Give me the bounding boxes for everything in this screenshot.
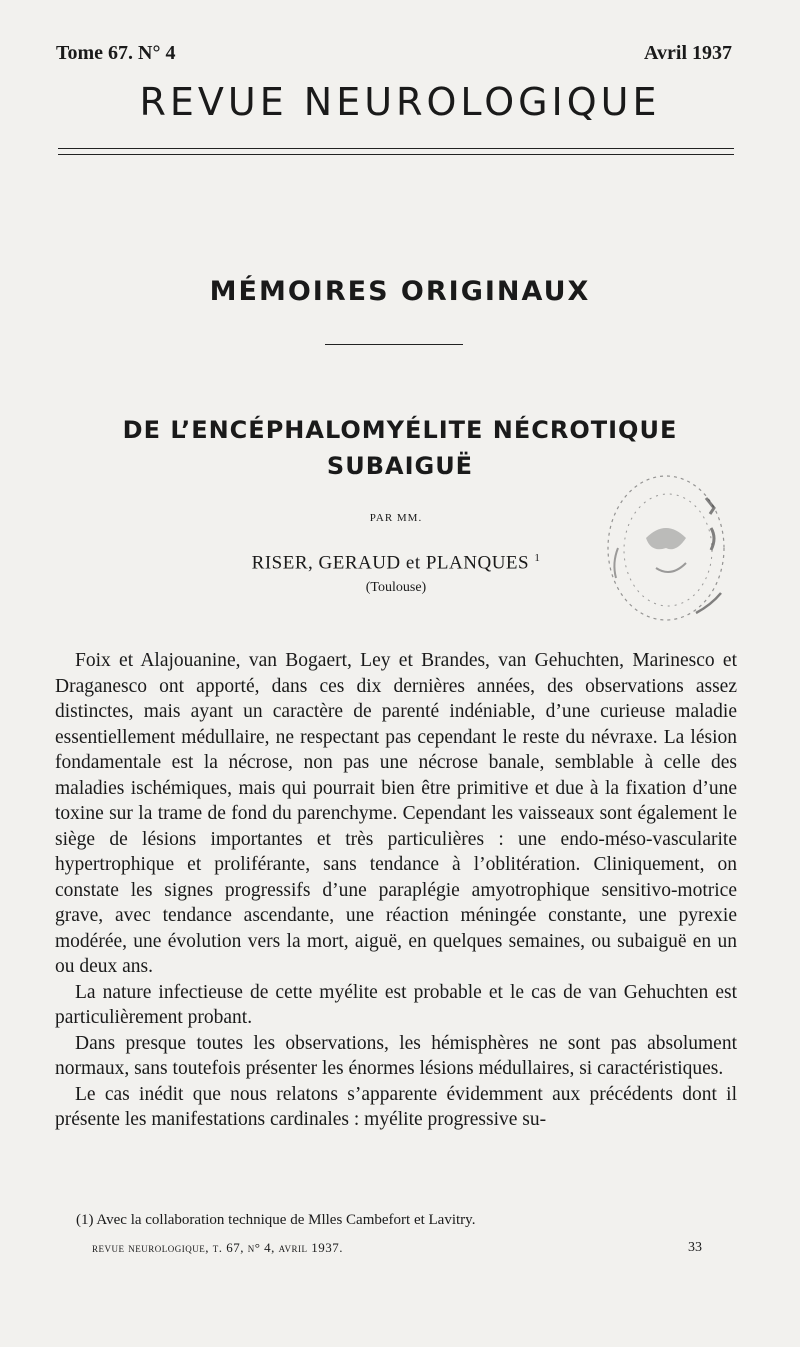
library-stamp [596,468,746,638]
running-footer [92,1240,702,1256]
running-footer-text: revue neurologique, t. 67, n° 4, avril 1937. [92,1240,344,1255]
byline-prefix: PAR MM. [369,512,423,524]
page-header [56,42,732,70]
body-paragraph: Le cas inédit que nous relatons s’apparente évidemment aux précédents dont il présente les manifestations cardinales : myélite progressive su- [55,1083,737,1130]
article-body [55,648,737,1133]
section-title: MÉMOIRES ORIGINAUX [209,276,591,307]
body-paragraph: La nature infectieuse de cette myélite est probable et le cas de van Gehuchten est particulièrement probant. [55,981,737,1028]
volume-number: Tome 67. N° 4 [56,42,176,64]
issue-date: Avril 1937 [644,42,732,64]
section-divider [325,344,463,345]
article-title-line-2: SUBAIGUË [326,452,474,480]
header-rule-bottom [58,154,734,155]
footnote-marker: 1 [534,552,541,564]
journal-title: REVUE NEUROLOGIQUE [139,80,661,124]
footnote: (1) Avec la collaboration technique de Mlles Cambefort et Lavitry. [76,1212,476,1228]
page-number: 33 [688,1240,702,1255]
article-title-line-1: DE L’ENCÉPHALOMYÉLITE NÉCROTIQUE [122,416,678,444]
body-paragraph: Foix et Alajouanine, van Bogaert, Ley et Brandes, van Gehuchten, Marinesco et Draganesco ont apporté, dans ces dix dernières années, des observations assez distinctes, mais ayant un caractère de parenté indéniable, d’une curieuse maladie essentiellement médullaire, ne respectant pas cependant le reste du névraxe. La lésion fondamentale est la nécrose, non pas une nécrose banale, semblable à celle des maladies ischémiques, mais qui pourrait bien être primitive et due à la fixation d’une toxine sur la trame de fond du parenchyme. Cependant les vaisseaux sont également le siège de lésions importantes et très particulières : une endo-méso-vascularite hypertrophique et proliférante, sans tendance à l’oblitération. Cliniquement, on constate les signes progressifs d’une paraplégie amyotrophique sensitivo-motrice grave, avec tendance ascendante, une réaction méningée constante, une pyrexie modérée, une évolution vers la mort, aiguë, en quelques semaines, ou subaiguë en un ou deux ans. [55,650,737,977]
header-rule-top [58,148,734,149]
body-paragraph: Dans presque toutes les observations, les hémisphères ne sont pas absolument normaux, sans toutefois présenter les énormes lésions médullaires, si caractéristiques. [55,1032,737,1079]
author-names: RISER, GERAUD et PLANQUES [251,552,530,574]
affiliation: (Toulouse) [365,580,427,595]
